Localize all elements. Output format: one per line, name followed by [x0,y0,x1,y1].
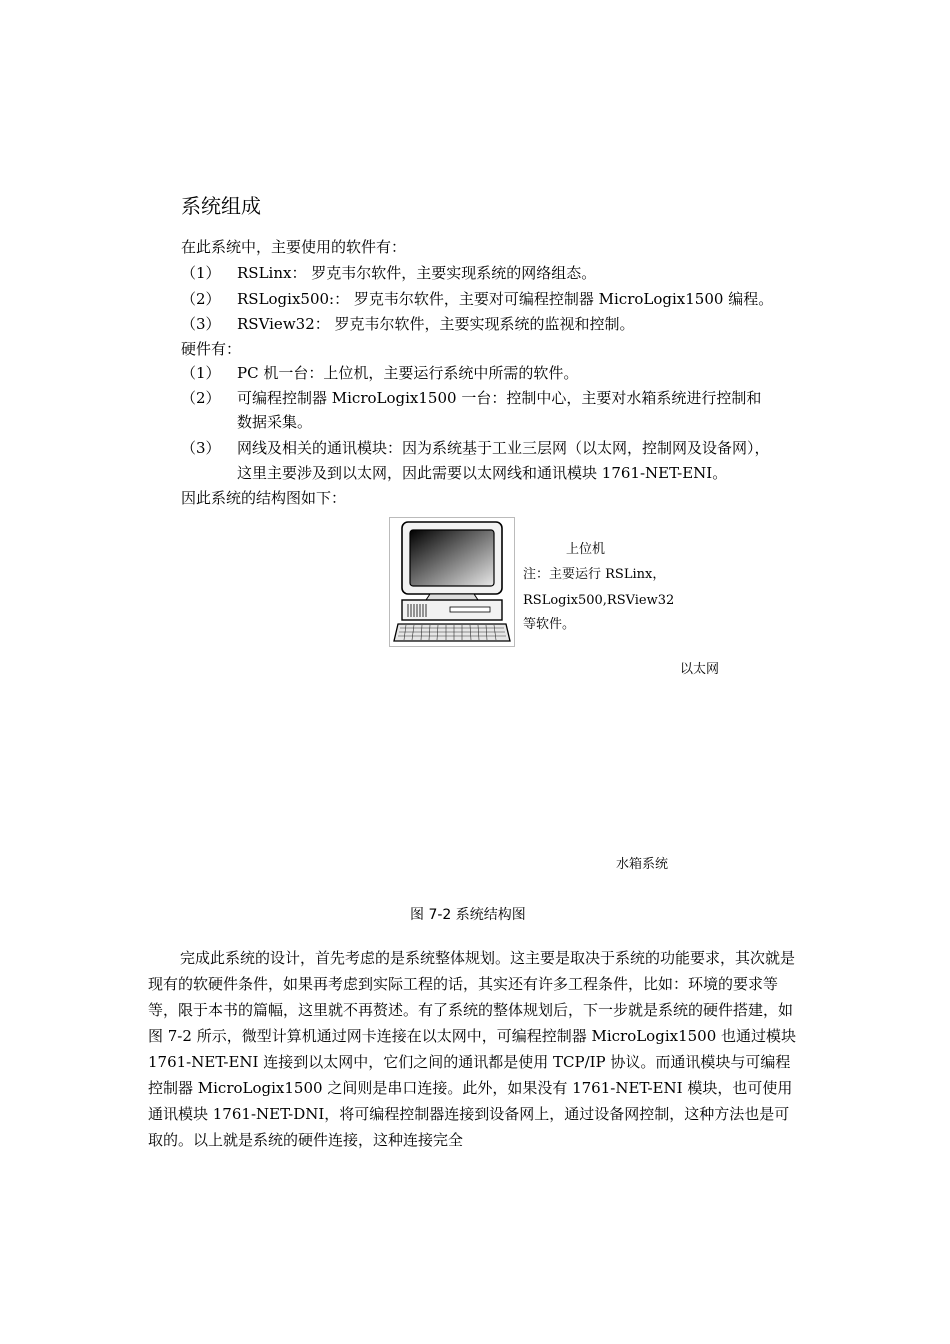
software-item-1-text: RSLinx： 罗克韦尔软件，主要实现系统的网络组态。 [237,264,597,282]
ethernet-label: 以太网 [680,662,720,677]
pc-label: 上位机 [566,542,606,557]
software-intro: 在此系统中，主要使用的软件有： [181,238,407,256]
hardware-item-2-text: 可编程控制器 MicroLogix1500 一台：控制中心，主要对水箱系统进行控制和 [237,389,762,407]
software-item-1-number: （1） [181,264,221,282]
structure-intro: 因此系统的结构图如下： [181,489,347,507]
pc-note-line-1: 注：主要运行 RSLinx， [523,567,666,582]
pc-note-line-3: 等软件。 [523,617,576,632]
computer-icon [390,518,514,646]
software-item-2-text: RSLogix500:： 罗克韦尔软件，主要对可编程控制器 MicroLogix1500 编程。 [237,290,774,308]
computer-image [389,517,515,647]
hardware-item-2-number: （2） [181,389,221,407]
hardware-item-1-number: （1） [181,364,221,382]
pc-note-line-2: RSLogix500,RSView32 [523,593,675,608]
hardware-item-1-text: PC 机一台：上位机，主要运行系统中所需的软件。 [237,364,579,382]
hardware-item-3-continuation: 这里主要涉及到以太网，因此需要以太网线和通讯模块 1761-NET-ENI。 [237,464,728,482]
software-item-2-number: （2） [181,290,221,308]
hardware-intro: 硬件有： [181,340,242,358]
water-tank-label: 水箱系统 [616,857,669,872]
software-item-3-number: （3） [181,315,221,333]
hardware-item-3-number: （3） [181,439,221,457]
body-paragraph: 完成此系统的设计，首先考虑的是系统整体规划。这主要是取决于系统的功能要求，其次就是现有的软硬件条件，如果再考虑到实际工程的话，其实还有许多工程条件，比如：环境的要求等等，限于本书的篇幅，这里就不再赘述。有了系统的整体规划后，下一步就是系统的硬件搭建，如图 7-2 所示，微型计算机通过网卡连接在以太网中，可编程控制器 MicroLogix1500 也通过模块 1761-NET-ENI 连接到以太网中，它们之间的通讯都是使用 TCP/IP 协议。而通讯模块与可编程控制器 MicroLogix1500 之间则是串口连接。此外，如果没有 1761-NET-ENI 模块，也可使用通讯模块 1761-NET-DNI，将可编程控制器连接到设备网上，通过设备网控制，这种方法也是可取的。以上就是系统的硬件连接，这种连接完全 [148,949,797,1149]
figure-caption: 图 7-2 系统结构图 [410,907,526,923]
hardware-item-2-continuation: 数据采集。 [237,413,313,431]
hardware-item-3-text: 网线及相关的通讯模块：因为系统基于工业三层网（以太网，控制网及设备网）， [237,439,770,457]
section-title: 系统组成 [181,194,261,218]
software-item-3-text: RSView32： 罗克韦尔软件，主要实现系统的监视和控制。 [237,315,635,333]
